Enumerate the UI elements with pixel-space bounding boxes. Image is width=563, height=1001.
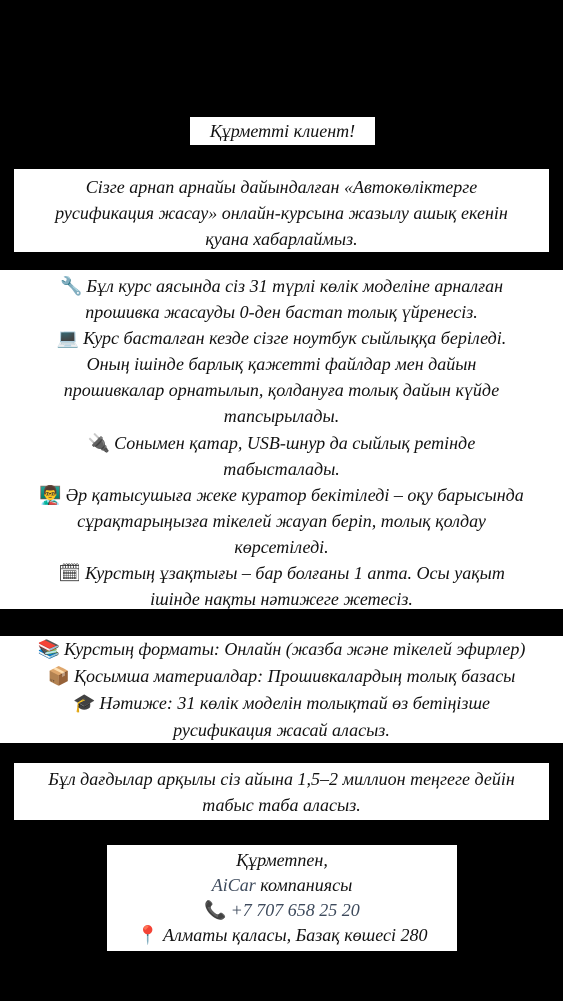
wrench-icon: 🔧 (59, 276, 83, 296)
package-icon: 📦 (47, 666, 71, 686)
income-line: Бұл дағдылар арқылы сіз айына 1,5–2 миллион теңгеге дейін (48, 769, 515, 789)
feature-line: 🗓 Курстың ұзақтығы – бар болғаны 1 апта. Осы уақыт (0, 560, 563, 586)
plug-icon: 🔌 (87, 432, 111, 453)
phone-line (107, 898, 457, 923)
intro-box (14, 169, 549, 252)
income-line: табыс таба аласыз. (202, 795, 361, 815)
format-line: 📦 Қосымша материалдар: Прошивкалардың толық базасы (0, 663, 563, 690)
intro-line: Сізге арнап арнайы дайындалған «Автокөліктерге (85, 177, 478, 197)
feature-line: Оның ішінде барлық қажетті файлдар мен дайын (86, 354, 477, 375)
calendar-icon: 🗓 (58, 563, 82, 584)
phone-link[interactable]: +7 707 658 25 20 (230, 900, 360, 920)
graduation-cap-icon: 🎓 (72, 693, 96, 713)
phone-icon: 📞 (204, 900, 227, 920)
format-line: 📚 Курстың форматы: Онлайн (жазба және тікелей эфирлер) (0, 636, 563, 663)
intro-line: қуана хабарлаймыз. (205, 229, 358, 249)
feature-line: 💻 Курс басталған кезде сізге ноутбук сыйлыққа беріледі. (0, 325, 563, 351)
feature-line: 🔧 Бұл курс аясында сіз 31 түрлі көлік моделіне арналған (0, 273, 563, 299)
intro-line: русификация жасау» онлайн-курсына жазылу ашық екенін (55, 203, 508, 223)
feature-line: 👨‍🏫 Әр қатысушыға жеке куратор бекітіледі – оқу барысында (0, 482, 563, 508)
company-line: AiCar компаниясы (211, 875, 353, 895)
feature-line: 🔌 Сонымен қатар, USB-шнур да сыйлық ретінде (0, 430, 563, 456)
regards-text: Құрметпен, (236, 850, 328, 870)
features-box (0, 270, 563, 609)
address-line: 📍 Алматы қаласы, Базақ көшесі 280 (107, 923, 457, 948)
laptop-icon: 💻 (56, 328, 80, 349)
feature-line: прошивкалар орнатылып, қолдануға толық дайын күйде (63, 380, 500, 401)
feature-line: ішінде нақты нәтижеге жетесіз. (150, 589, 413, 610)
feature-line: сұрақтарыңызға тікелей жауап беріп, толық қолдау (77, 510, 486, 531)
format-line: 🎓 Нәтиже: 31 көлік моделін толықтай өз бетіңізше (0, 690, 563, 717)
teacher-icon: 👨‍🏫 (39, 484, 62, 505)
pin-icon: 📍 (136, 925, 159, 945)
books-icon: 📚 (37, 639, 61, 659)
format-box (0, 636, 563, 743)
signature-box (107, 845, 457, 951)
feature-line: табысталады. (223, 458, 340, 479)
feature-line: көрсетіледі. (234, 536, 329, 557)
feature-line: тапсырылады. (223, 406, 340, 427)
format-line: русификация жасай аласыз. (173, 720, 390, 740)
greeting-box (190, 117, 375, 145)
feature-line: прошивка жасауды 0-ден бастап толық үйренесіз. (85, 302, 478, 323)
greeting-text: Құрметті клиент! (209, 121, 356, 141)
income-box (14, 763, 549, 820)
company-name-link[interactable]: AiCar (211, 875, 256, 895)
